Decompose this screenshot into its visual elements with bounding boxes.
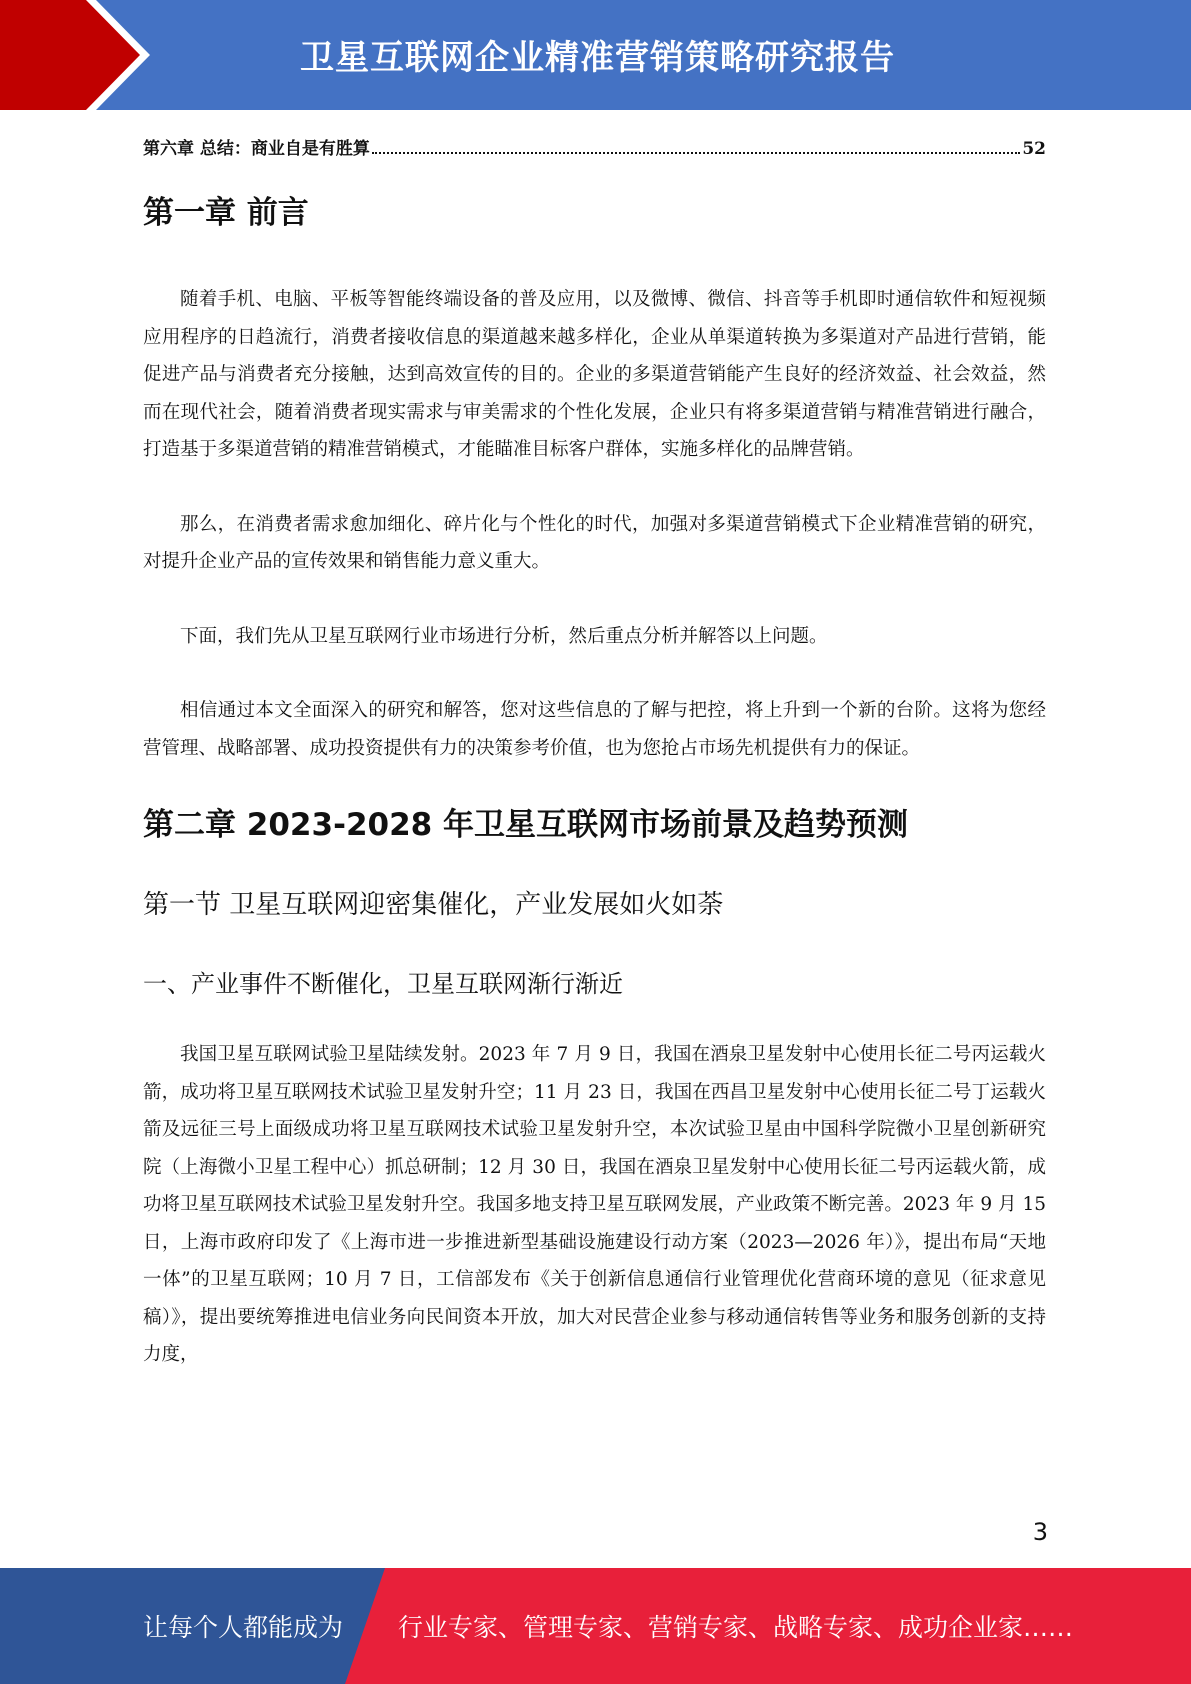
toc-entry[interactable] xyxy=(143,125,1046,159)
paragraph: 我国卫星互联网试验卫星陆续发射。2023 年 7 月 9 日，我国在酒泉卫星发射中心使用长征二号丙运载火箭，成功将卫星互联网技术试验卫星发射升空；11 月 23 日，我国在西昌卫星发射中心使用长征二号丁运载火箭及远征三号上面级成功将卫星互联网技术试验卫星发射升空，本次试验卫星由中国科学院微小卫星创新研究院（上海微小卫星工程中心）抓总研制；12 月 30 日，我国在酒泉卫星发射中心使用长征二号丙运载火箭，成功将卫星互联网技术试验卫星发射升空。我国多地支持卫星互联网发展，产业政策不断完善。2023 年 9 月 15 日，上海市政府印发了《上海市进一步推进新型基础设施建设行动方案（2023—2026 年）》，提出布局“天地一体”的卫星互联网；10 月 7 日，工信部发布《关于创新信息通信行业管理优化营商环境的意见（征求意见稿）》，提出要统筹推进电信业务向民间资本开放，加大对民营企业参与移动通信转售等业务和服务创新的支持力度， xyxy=(143,1044,1046,1365)
chapter-heading: 第二章 2023-2028 年卫星互联网市场前景及趋势预测 xyxy=(143,807,909,843)
footer-roles: 行业专家、管理专家、营销专家、战略专家、成功企业家…… xyxy=(398,1613,1074,1642)
paragraph: 相信通过本文全面深入的研究和解答，您对这些信息的了解与把控，将上升到一个新的台阶。这将为您经营管理、战略部署、成功投资提供有力的决策参考价值，也为您抢占市场先机提供有力的保证。 xyxy=(143,700,1046,759)
document-body xyxy=(143,125,1046,1374)
section-heading: 第一节 卫星互联网迎密集催化，产业发展如火如荼 xyxy=(143,890,724,920)
page-number: 3 xyxy=(1032,1518,1048,1546)
header-red-chevron xyxy=(0,0,150,110)
footer-slogan: 让每个人都能成为 xyxy=(143,1613,344,1642)
header-banner xyxy=(0,0,1191,110)
toc-entry-label: 第六章 总结：商业自是有胜算 xyxy=(143,139,370,159)
toc-entry-page: 52 xyxy=(1022,139,1046,159)
footer-banner xyxy=(0,1568,1191,1684)
paragraph: 那么，在消费者需求愈加细化、碎片化与个性化的时代，加强对多渠道营销模式下企业精准营销的研究，对提升企业产品的宣传效果和销售能力意义重大。 xyxy=(143,513,1046,572)
paragraph: 下面，我们先从卫星互联网行业市场进行分析，然后重点分析并解答以上问题。 xyxy=(180,625,828,647)
toc-dot-leader xyxy=(372,152,1020,154)
chapter-heading: 第一章 前言 xyxy=(143,195,309,231)
report-title: 卫星互联网企业精准营销策略研究报告 xyxy=(300,38,895,78)
subsection-heading: 一、产业事件不断催化，卫星互联网渐行渐近 xyxy=(143,970,623,998)
paragraph: 随着手机、电脑、平板等智能终端设备的普及应用，以及微博、微信、抖音等手机即时通信软件和短视频应用程序的日趋流行，消费者接收信息的渠道越来越多样化，企业从单渠道转换为多渠道对产品进行营销，能促进产品与消费者充分接触，达到高效宣传的目的。企业的多渠道营销能产生良好的经济效益、社会效益，然而在现代社会，随着消费者现实需求与审美需求的个性化发展，企业只有将多渠道营销与精准营销进行融合，打造基于多渠道营销的精准营销模式，才能瞄准目标客户群体，实施多样化的品牌营销。 xyxy=(143,289,1046,460)
